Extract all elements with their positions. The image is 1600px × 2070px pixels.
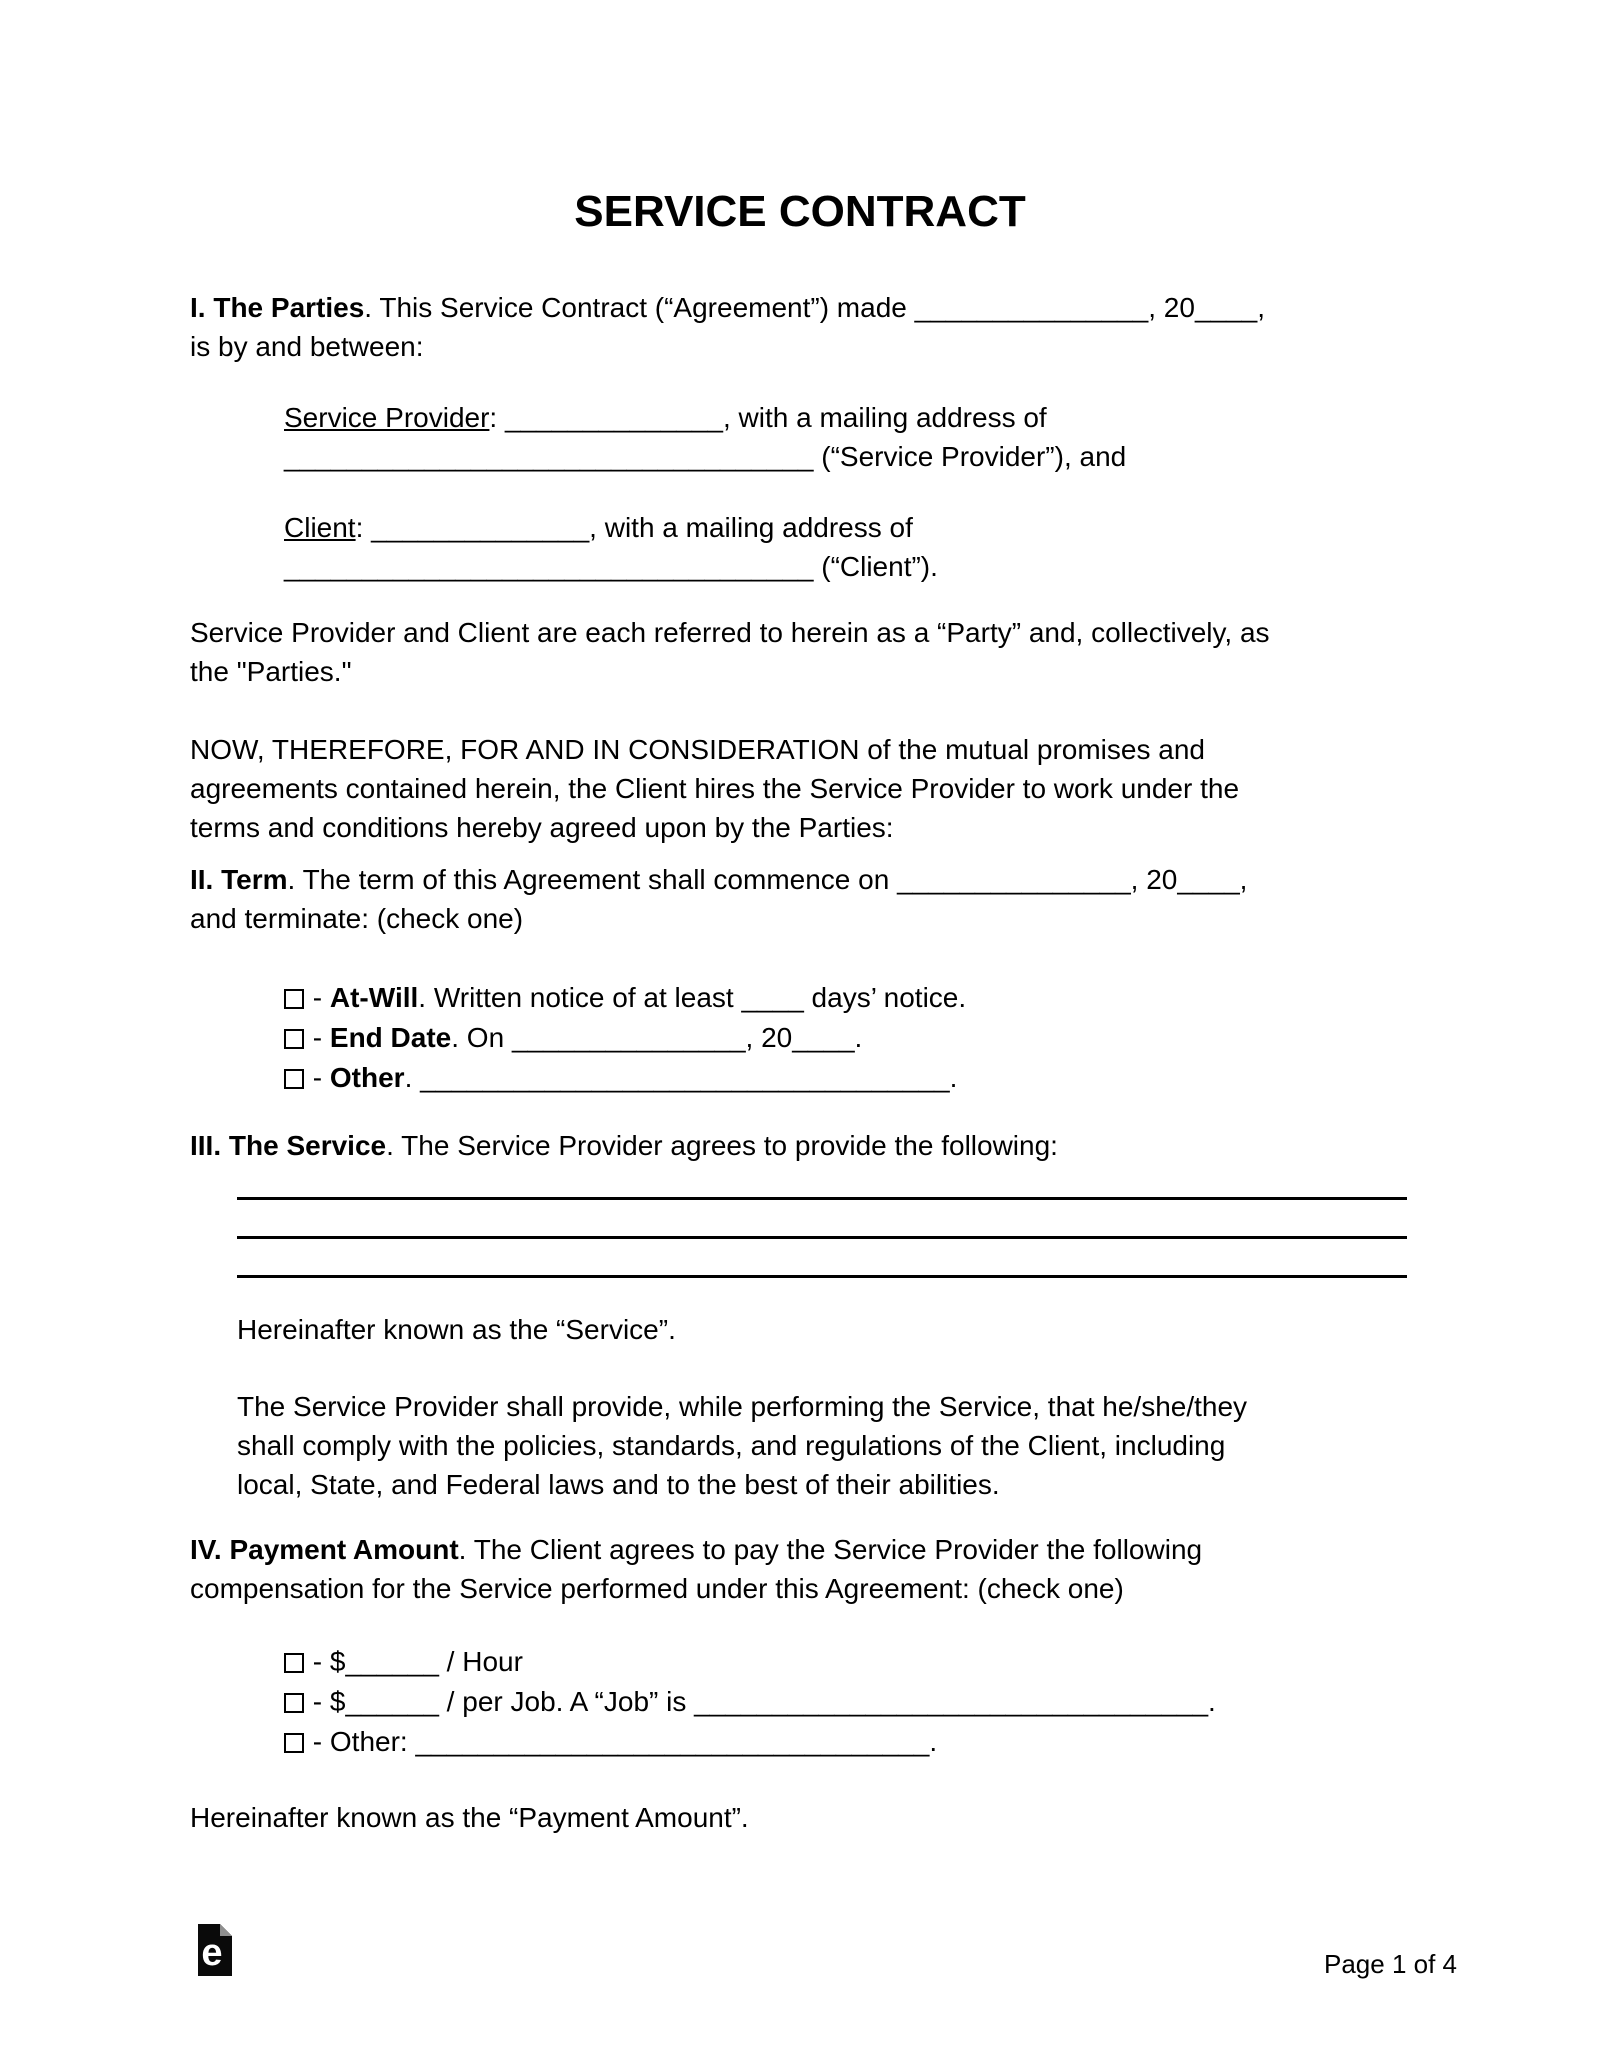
page-number: Page 1 of 4 [1324,1949,1457,1979]
payment-other-option-text [305,1726,937,1757]
text-run: Service Provider [284,402,490,433]
service-provider-block [284,398,1126,476]
consideration-line-2 [190,769,1239,808]
text-run: . Written notice of at least [418,982,742,1013]
text-run: (“Service Provider”), and [813,441,1127,472]
hourly-checkbox[interactable] [284,1653,304,1673]
service-provider-line-2 [284,437,1126,476]
text-run: / per Job. A “Job” is [438,1686,695,1717]
text-run: , [1239,864,1248,895]
text-run: Hereinafter known as the “Service”. [237,1314,676,1345]
text-run: , [1257,292,1266,323]
text-run: is by and between: [190,331,424,362]
parties-definition-line-2 [190,652,1270,691]
consideration-line-3 [190,808,1239,847]
text-run: - $ [305,1686,346,1717]
provider-address-blank[interactable]: __________________________________ [284,441,814,472]
text-run: . The Client agrees to pay the Service Provider the following [458,1534,1203,1565]
text-run: . [1208,1686,1216,1717]
payment-other-checkbox[interactable] [284,1733,304,1753]
text-run: II. Term [190,864,288,895]
service-compliance-paragraph [237,1387,1247,1504]
client-line-1 [284,508,938,547]
payment-heading-line-2 [190,1569,1202,1608]
payment-note-paragraph [190,1798,749,1837]
term-line-2 [190,899,1247,938]
client-name-blank[interactable]: ______________ [371,512,590,543]
text-run: : [489,402,505,433]
consideration-paragraph [190,730,1239,847]
parties-intro-paragraph [190,288,1265,366]
text-run: - [305,982,330,1013]
text-run: IV. Payment Amount [190,1534,459,1565]
text-run: I. The Parties [190,292,365,323]
text-run: , with a mailing address of [589,512,913,543]
page-title: SERVICE CONTRACT [574,187,1026,236]
payment-heading-line-1 [190,1530,1202,1569]
agreement-year-blank[interactable]: ____ [1194,292,1258,323]
eforms-logo [198,1924,232,1976]
text-run: the "Parties." [190,656,352,687]
parties-definition-paragraph [190,613,1270,691]
service-description-lines [237,1160,1407,1278]
payment-option-per-job [284,1682,1216,1722]
payment-options-list [284,1642,1216,1762]
service-compliance-line-3 [237,1465,1247,1504]
text-run: . The term of this Agreement shall commence on [287,864,898,895]
parties-intro-line-1 [190,288,1265,327]
payment-option-other [284,1722,1216,1762]
text-run: - [305,1062,330,1093]
term-option-end-date [284,1018,966,1058]
text-run: . The Service Provider agrees to provide the following: [386,1130,1058,1161]
text-run: , 20 [1130,864,1178,895]
term-paragraph [190,860,1247,938]
client-block [284,508,938,586]
service-description-line-3[interactable] [237,1239,1407,1278]
text-run: NOW, THEREFORE, FOR AND IN CONSIDERATION of the mutual promises and [190,734,1205,765]
text-run: The Service Provider shall provide, while performing the Service, that he/she/they [237,1391,1248,1422]
end-date-option-text [305,1022,862,1053]
text-run: . [949,1062,958,1093]
text-run: , 20 [1148,292,1195,323]
text-run: : [355,512,372,543]
service-description-line-1[interactable] [237,1160,1407,1200]
text-run: End Date [329,1022,452,1053]
text-run: At-Will [329,982,419,1013]
text-run: local, State, and Federal laws and to the best of their abilities. [237,1469,1000,1500]
service-note-line-1 [237,1310,676,1349]
service-compliance-line-2 [237,1426,1247,1465]
text-run: days’ notice. [803,982,967,1013]
text-run: . [854,1022,863,1053]
end-year-blank[interactable]: ____ [792,1022,855,1053]
end-date-checkbox[interactable] [284,1029,304,1049]
payment-note-line-1 [190,1798,749,1837]
text-run: / Hour [438,1646,523,1677]
at-will-days-blank[interactable]: ____ [741,982,804,1013]
service-provider-line-1 [284,398,1126,437]
text-run: Service Provider and Client are each referred to herein as a “Party” and, collectively, as [190,617,1270,648]
service-compliance-line-1 [237,1387,1247,1426]
text-run: shall comply with the policies, standards, and regulations of the Client, including [237,1430,1226,1461]
client-line-2 [284,547,938,586]
text-run: . On [451,1022,512,1053]
term-other-checkbox[interactable] [284,1069,304,1089]
text-run: compensation for the Service performed under this Agreement: (check one) [190,1573,1124,1604]
text-run: and terminate: (check one) [190,903,524,934]
hourly-rate-blank[interactable]: ______ [345,1646,439,1677]
text-run: Hereinafter known as the “Payment Amount”. [190,1802,749,1833]
agreement-date-blank[interactable]: _______________ [914,292,1149,323]
text-run: Client [284,512,356,543]
term-other-blank[interactable]: __________________________________ [420,1062,950,1093]
payment-heading-paragraph [190,1530,1202,1608]
text-run: Other [329,1062,405,1093]
text-run: - $ [305,1646,346,1677]
eforms-document-icon [198,1924,232,1976]
parties-intro-line-2 [190,327,1265,366]
term-option-at-will [284,978,966,1018]
end-date-blank[interactable]: _______________ [511,1022,746,1053]
service-description-line-2[interactable] [237,1200,1407,1239]
text-run: , with a mailing address of [722,402,1047,433]
parties-definition-line-1 [190,613,1270,652]
text-run: terms and conditions hereby agreed upon by the Parties: [190,812,894,843]
at-will-option-text [305,982,966,1013]
term-start-date-blank[interactable]: _______________ [897,864,1131,895]
client-address-blank[interactable]: __________________________________ [284,551,814,582]
text-run: (“Client”). [813,551,938,582]
consideration-line-1 [190,730,1239,769]
payment-option-hourly [284,1642,1216,1682]
provider-name-blank[interactable]: ______________ [504,402,723,433]
text-run: agreements contained herein, the Client hires the Service Provider to work under the [190,773,1240,804]
text-run: III. The Service [190,1130,387,1161]
service-note-paragraph [237,1310,676,1349]
term-other-option-text [305,1062,957,1093]
payment-other-blank[interactable]: _________________________________ [415,1726,930,1757]
text-run: , 20 [745,1022,793,1053]
per-job-rate-blank[interactable]: ______ [345,1686,439,1717]
term-start-year-blank[interactable]: ____ [1177,864,1240,895]
per-job-option-text [305,1686,1216,1717]
job-definition-blank[interactable]: _________________________________ [694,1686,1209,1717]
text-run: . This Service Contract (“Agreement”) made [364,292,915,323]
term-line-1 [190,860,1247,899]
text-run: . [404,1062,421,1093]
text-run: - Other: [305,1726,416,1757]
at-will-checkbox[interactable] [284,989,304,1009]
logo-letter: e [201,1932,223,1974]
term-option-other [284,1058,966,1098]
per-job-checkbox[interactable] [284,1693,304,1713]
text-run: . [929,1726,938,1757]
text-run: - [305,1022,330,1053]
term-options-list [284,978,966,1098]
hourly-option-text [305,1646,523,1677]
